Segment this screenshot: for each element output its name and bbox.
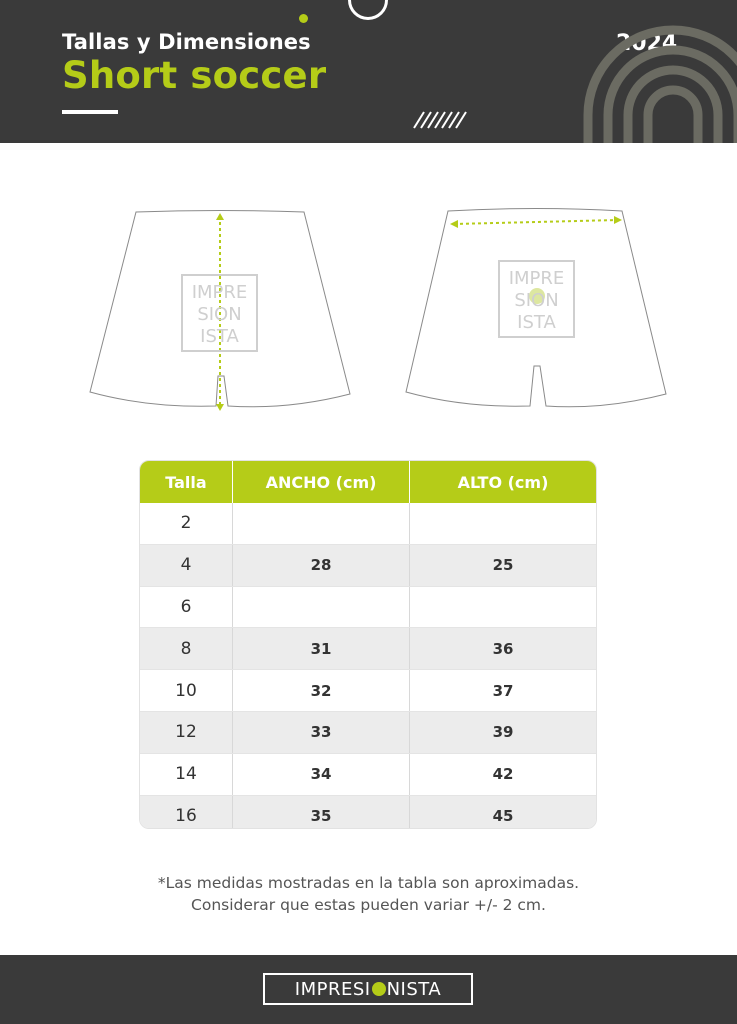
header-alto: ALTO (cm) xyxy=(457,472,549,492)
slashes-decoration xyxy=(412,110,468,130)
watermark-line-3: ISTA xyxy=(517,312,556,333)
cell-talla: 6 xyxy=(140,587,233,628)
brand-text-left: IMPRESI xyxy=(294,978,371,1000)
cell-talla: 2 xyxy=(140,503,233,544)
cell-talla: 4 xyxy=(140,545,233,586)
ring-decoration xyxy=(348,0,388,20)
header-talla: Talla xyxy=(140,461,233,503)
table-row xyxy=(140,586,596,628)
disclaimer-note xyxy=(0,872,737,916)
watermark-line-2: SION xyxy=(514,290,559,311)
ball-icon xyxy=(372,982,386,996)
cell-ancho: 31 xyxy=(233,628,410,669)
table-header xyxy=(140,461,596,503)
swirl-decoration xyxy=(578,20,737,143)
header-banner xyxy=(0,0,737,143)
title-underline xyxy=(62,110,118,114)
note-line-1: *Las medidas mostradas en la tabla son aproximadas. xyxy=(157,874,580,892)
cell-talla: 14 xyxy=(140,754,233,795)
year-label: 2024 xyxy=(616,31,678,56)
size-table xyxy=(139,460,597,829)
table-row xyxy=(140,711,596,753)
cell-ancho: 33 xyxy=(233,712,410,753)
header-ancho: ANCHO (cm) xyxy=(233,461,410,503)
cell-talla: 10 xyxy=(140,670,233,711)
cell-talla: 8 xyxy=(140,628,233,669)
brand-logo xyxy=(263,973,473,1005)
page-subtitle: Tallas y Dimensiones xyxy=(62,30,311,54)
brand-text-right: NISTA xyxy=(386,978,442,1000)
table-row xyxy=(140,753,596,795)
footer-banner xyxy=(0,955,737,1024)
cell-ancho: 28 xyxy=(233,545,410,586)
cell-ancho: 35 xyxy=(233,796,410,829)
watermark-line-1: IMPRE xyxy=(191,282,248,303)
cell-alto: 25 xyxy=(492,556,514,575)
watermark-line-3: ISTA xyxy=(200,326,239,347)
note-line-2: Considerar que estas pueden variar +/- 2 cm. xyxy=(191,896,546,914)
cell-talla: 16 xyxy=(140,796,233,829)
cell-alto: 39 xyxy=(492,723,514,742)
cell-talla: 12 xyxy=(140,712,233,753)
page-title: Short soccer xyxy=(62,54,327,97)
cell-ancho: 32 xyxy=(233,670,410,711)
cell-alto: 36 xyxy=(492,639,514,658)
cell-ancho xyxy=(233,503,410,544)
table-row xyxy=(140,544,596,586)
table-row xyxy=(140,627,596,669)
cell-alto: 45 xyxy=(492,806,514,825)
watermark-line-2: SION xyxy=(197,304,242,325)
cell-alto xyxy=(410,503,596,544)
table-row xyxy=(140,503,596,544)
cell-alto xyxy=(410,587,596,628)
watermark-line-1: IMPRE xyxy=(508,268,565,289)
cell-ancho: 34 xyxy=(233,754,410,795)
dot-decoration xyxy=(299,14,308,23)
table-row xyxy=(140,795,596,829)
shorts-front-diagram xyxy=(88,206,354,416)
cell-alto: 42 xyxy=(492,765,514,784)
table-row xyxy=(140,669,596,711)
cell-alto: 37 xyxy=(492,681,514,700)
shorts-back-diagram xyxy=(404,206,670,416)
cell-ancho xyxy=(233,587,410,628)
